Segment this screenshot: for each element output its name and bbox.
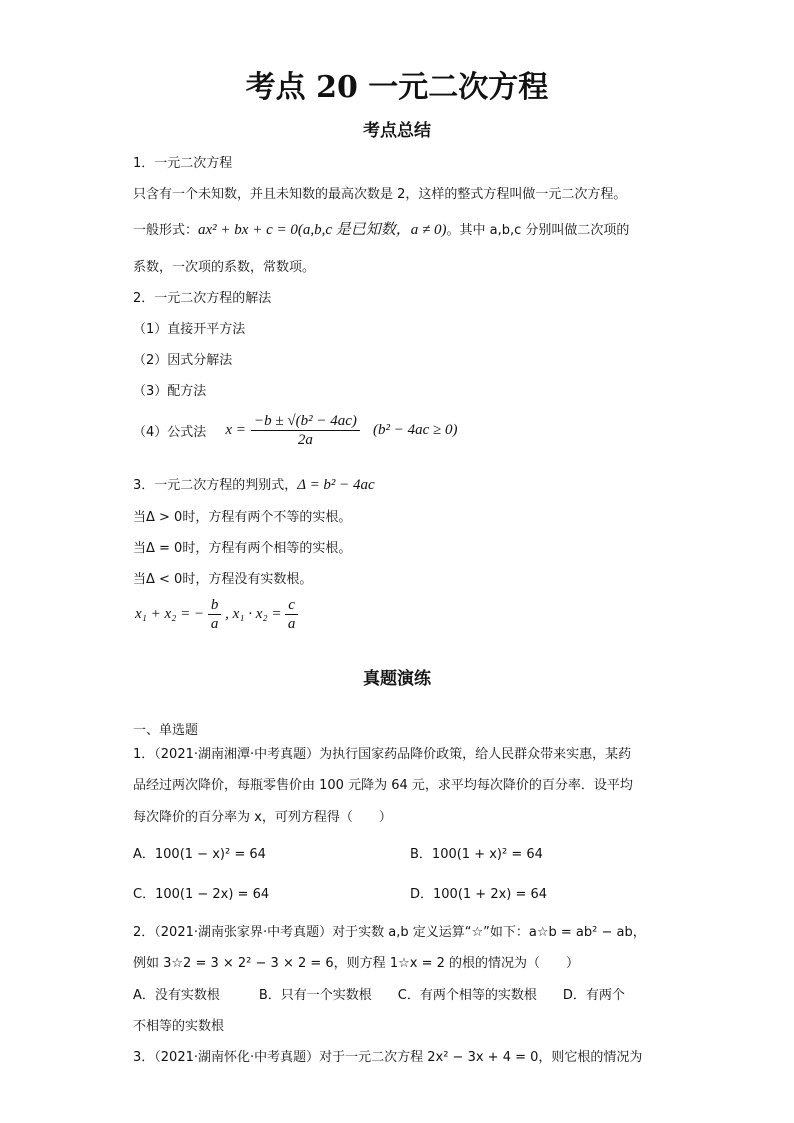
vieta-c-over-a [285, 596, 298, 633]
discriminant: Δ = b² − 4ac [297, 477, 375, 493]
q2-options-cont: 不相等的实数根 [133, 1019, 225, 1034]
case-zero: 当Δ = 0时，方程有两个相等的实根。 [133, 541, 352, 556]
vieta-sum: x₁ + x₂ = − [135, 606, 205, 622]
method-2: （2）因式分解法 [133, 353, 233, 368]
q1-line1: 1．（2021·湖南湘潭·中考真题）为执行国家药品降价政策，给人民群众带来实惠，某药 [133, 747, 632, 762]
q3-line1: 3．（2021·湖南怀化·中考真题）对于一元二次方程 2x² − 3x + 4 = 0，则它根的情况为 [133, 1050, 643, 1065]
q2-options: A．没有实数根 B．只有一个实数根 C．有两个相等的实数根 D．有两个 [133, 988, 625, 1003]
quadratic-formula-fraction [251, 412, 360, 449]
s1-general-form [133, 218, 629, 239]
formula-denominator: 2a [297, 432, 313, 448]
vieta-formula [135, 596, 298, 633]
s3-heading-line [133, 474, 375, 494]
formula-numerator: −b ± √(b² − 4ac) [251, 412, 360, 431]
q1-line2: 品经过两次降价，每瓶零售价由 100 元降为 64 元，求平均每次降价的百分率．设平均 [133, 778, 633, 793]
vieta-b: b [208, 596, 222, 615]
method-4 [133, 412, 457, 449]
s1-definition: 只含有一个未知数，并且未知数的最高次数是 2，这样的整式方程叫做一元二次方程。 [133, 187, 627, 202]
general-formula: ax² + bx + c = 0(a,b,c 是已知数，a ≠ 0) [198, 222, 447, 238]
method-1: （1）直接开平方法 [133, 322, 246, 337]
q2-line1: 2．（2021·湖南张家界·中考真题）对于实数 a,b 定义运算“☆”如下：a☆b = ab² − ab， [133, 925, 646, 940]
method-4-label: （4）公式法 [133, 425, 207, 440]
case-negative: 当Δ < 0时，方程没有实数根。 [133, 572, 313, 587]
s1-general-cont: 系数，一次项的系数，常数项。 [133, 260, 316, 275]
vieta-a: a [210, 616, 219, 632]
q2-line2: 例如 3☆2 = 3 × 2² − 3 × 2 = 6，则方程 1☆x = 2 的根的情况为（ ） [133, 956, 579, 971]
general-suffix: 。其中 a,b,c 分别叫做二次项的 [446, 223, 630, 238]
q1-option-b: B．100(1 + x)² = 64 [410, 847, 543, 862]
general-prefix: 一般形式： [133, 223, 199, 238]
vieta-b-over-a [208, 596, 222, 633]
formula-lhs: x = [225, 422, 246, 438]
case-positive: 当Δ > 0时，方程有两个不等的实根。 [133, 510, 352, 525]
s3-heading: 3．一元二次方程的判别式， [133, 478, 298, 493]
vieta-a2: a [287, 616, 296, 632]
s1-heading: 1．一元二次方程 [133, 156, 233, 171]
section-summary-heading: 考点总结 [363, 121, 431, 141]
single-choice-heading: 一、单选题 [133, 723, 199, 738]
formula-condition: (b² − 4ac ≥ 0) [372, 422, 458, 438]
method-3: （3）配方法 [133, 384, 207, 399]
q1-option-a: A．100(1 − x)² = 64 [133, 847, 266, 862]
s2-heading: 2．一元二次方程的解法 [133, 291, 272, 306]
section-practice-heading: 真题演练 [363, 669, 431, 689]
q1-option-c: C．100(1 − 2x) = 64 [133, 887, 270, 902]
vieta-mid: , x₁ · x₂ = [225, 606, 282, 622]
vieta-c: c [285, 596, 298, 615]
q1-line3: 每次降价的百分率为 x，可列方程得（ ） [133, 810, 392, 825]
q1-option-d: D．100(1 + 2x) = 64 [410, 887, 548, 902]
page-title: 考点 20 一元二次方程 [245, 70, 549, 105]
